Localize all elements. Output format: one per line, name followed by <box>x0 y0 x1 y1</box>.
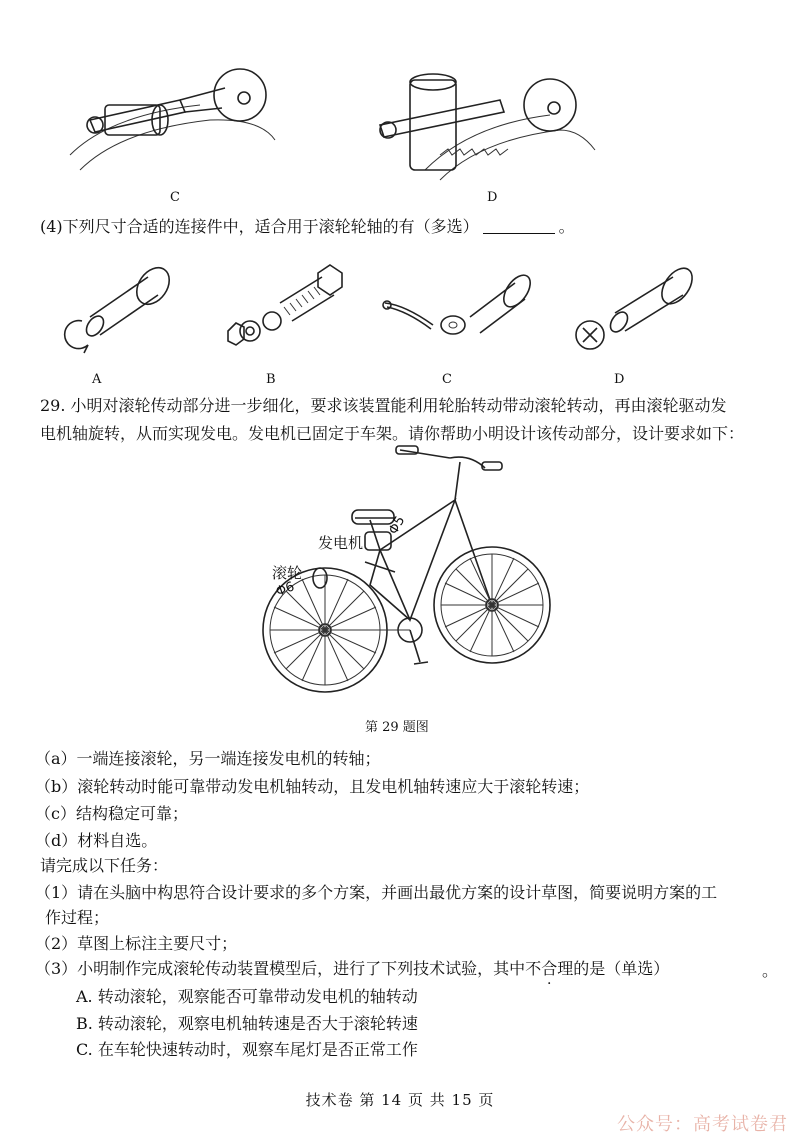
question-4-end: 。 <box>558 217 575 236</box>
figure-c-label: C <box>170 190 180 205</box>
connector-d-label: D <box>614 372 625 387</box>
requirement-a: （a）一端连接滚轮，另一端连接发电机的转轴； <box>35 749 381 768</box>
figure-d-drawing <box>370 70 600 190</box>
task-3 <box>35 958 669 980</box>
connector-c-drawing <box>375 255 535 360</box>
roller-label: 滚轮 <box>272 564 303 582</box>
figure-caption: 第 29 题图 <box>365 720 429 735</box>
requirement-d: （d）材料自选。 <box>35 831 158 850</box>
question-4-text: (4)下列尺寸合适的连接件中，适合用于滚轮轮轴的有（多选） <box>40 217 479 236</box>
figure-d-label: D <box>487 190 498 205</box>
connector-b-label: B <box>266 372 276 387</box>
watermark: 公众号：高考试卷君 <box>617 1114 788 1135</box>
connector-a-drawing <box>60 255 190 360</box>
choice-b: B. 转动滚轮，观察电机轴转速是否大于滚轮转速 <box>76 1014 418 1033</box>
task-2: （2）草图上标注主要尺寸； <box>35 934 238 953</box>
task-3-emphasis: 不合理 <box>525 959 574 978</box>
task-1-line1: （1）请在头脑中构思符合设计要求的多个方案，并画出最优方案的设计草图，简要说明方案的工 <box>35 883 718 902</box>
task-3-end: 。 <box>762 961 779 980</box>
page-footer: 技术卷 第 14 页 共 15 页 <box>305 1091 495 1109</box>
phi6-label: Φ6 <box>273 579 297 600</box>
task-3-text: （3）小明制作完成滚轮传动装置模型后，进行了下列技术试验，其中 <box>35 959 526 978</box>
connector-c-label: C <box>442 372 452 387</box>
connector-d-drawing <box>555 255 705 360</box>
phi5-label: Φ5 <box>386 513 409 538</box>
requirement-c: （c）结构稳定可靠； <box>35 804 188 823</box>
connector-b-drawing <box>210 255 350 360</box>
tasks-heading: 请完成以下任务： <box>40 856 169 875</box>
answer-blank[interactable] <box>483 219 555 234</box>
choice-c: C. 在车轮快速转动时，观察车尾灯是否正常工作 <box>76 1040 418 1059</box>
choice-a: A. 转动滚轮，观察能否可靠带动发电机的轴转动 <box>76 987 418 1006</box>
generator-label: 发电机 <box>318 534 364 552</box>
task-1-line2: 作过程； <box>45 908 110 927</box>
figure-c-drawing <box>60 60 290 180</box>
question-29-line2: 电机轴旋转，从而实现发电。发电机已固定于车架。请你帮助小明设计该传动部分，设计要求如下： <box>40 424 745 443</box>
question-4 <box>40 216 575 238</box>
connector-a-label: A <box>92 372 102 387</box>
task-3-text-after: 的是（单选） <box>573 959 670 978</box>
bicycle-figure <box>260 440 560 715</box>
question-29-line1: 29. 小明对滚轮传动部分进一步细化，要求该装置能利用轮胎转动带动滚轮转动，再由滚轮驱动发 <box>40 396 727 415</box>
requirement-b: （b）滚轮转动时能可靠带动发电机轴转动，且发电机轴转速应大于滚轮转速； <box>35 777 590 796</box>
